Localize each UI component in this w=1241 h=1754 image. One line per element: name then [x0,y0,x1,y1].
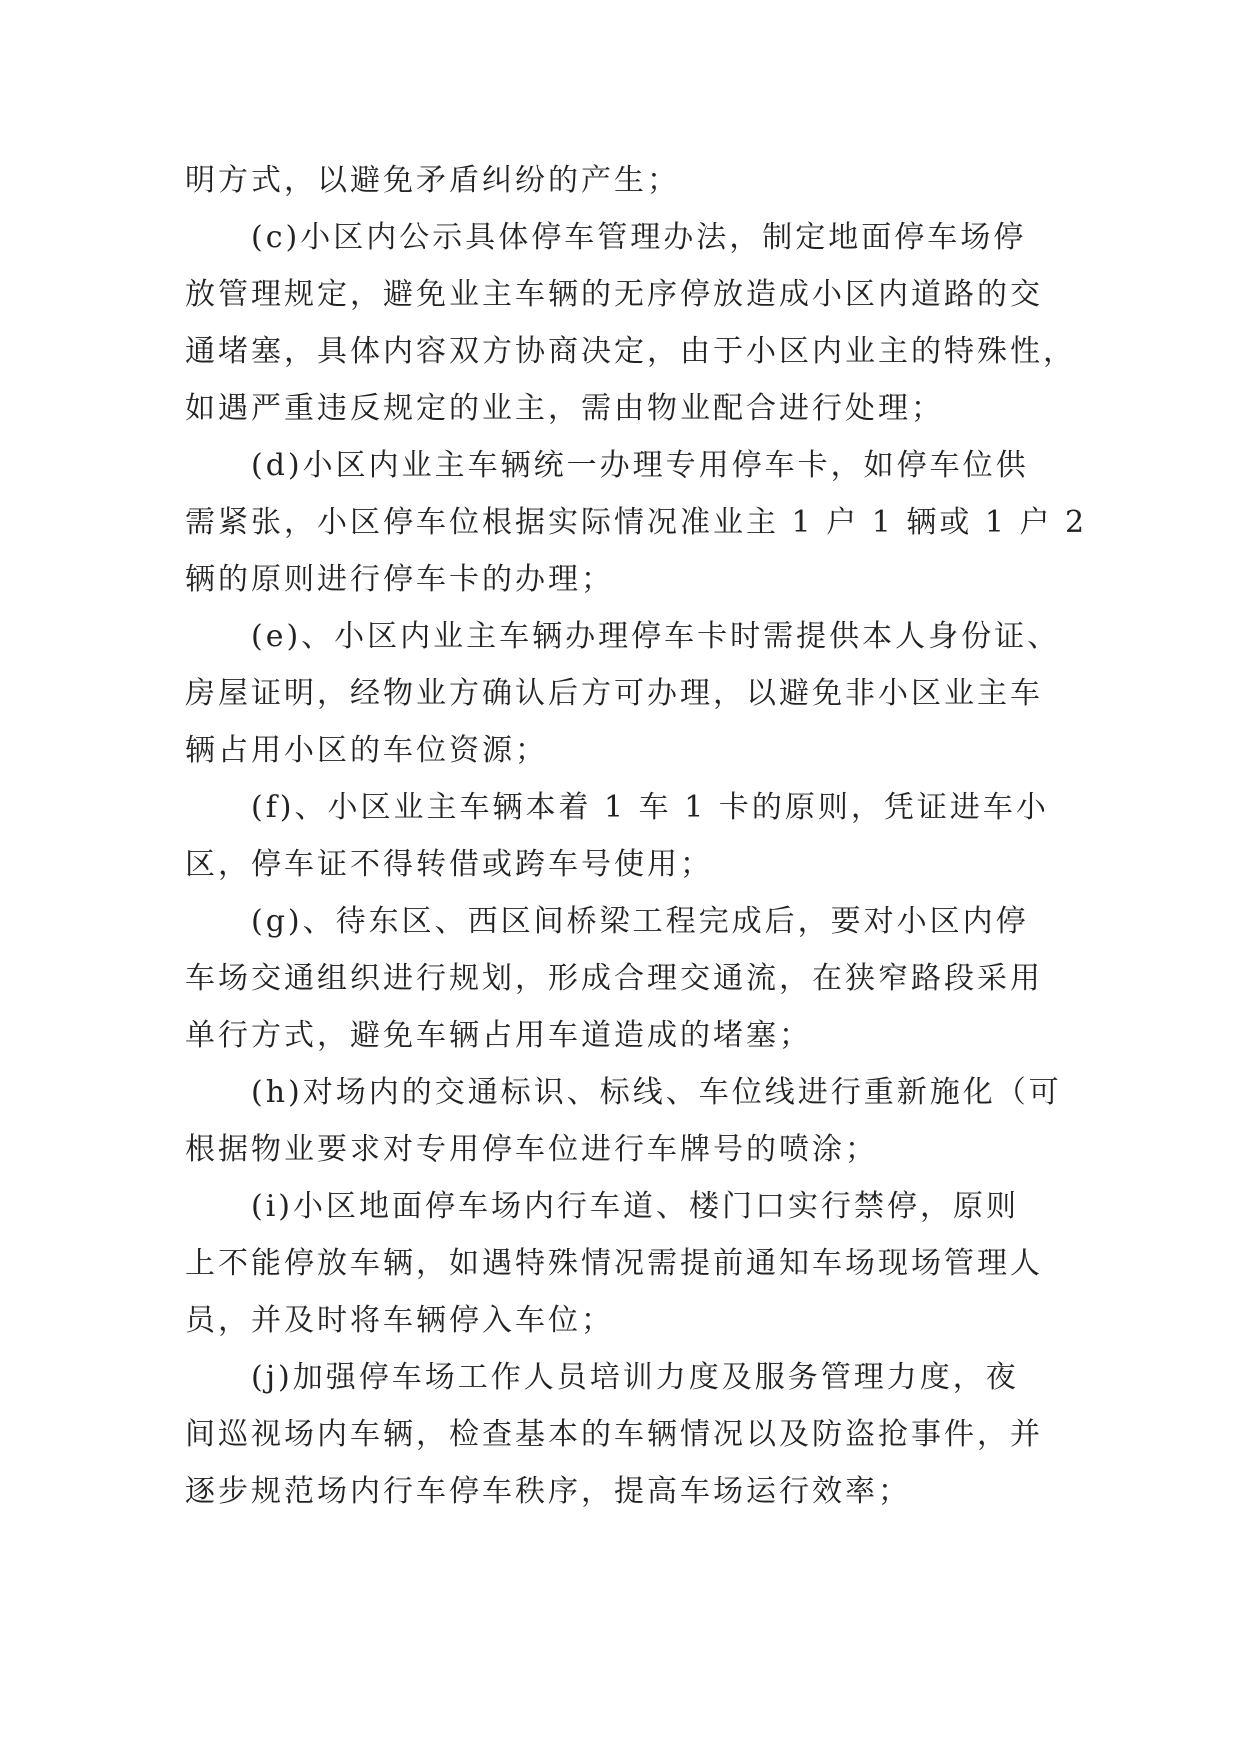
paragraph-line: 需紧张，小区停车位根据实际情况准业主 1 户 1 辆或 1 户 2 [185,505,1088,540]
paragraph-line: 如遇严重违反规定的业主，需由物业配合进行处理； [185,391,944,426]
document-body [185,152,1088,1520]
paragraph-line: 区，停车证不得转借或跨车号使用； [185,847,713,882]
paragraph-line: 逐步规范场内行车停车秩序，提高车场运行效率； [185,1474,911,1509]
paragraph-line: (j)加强停车场工作人员培训力度及服务管理力度，夜 [251,1360,1019,1395]
paragraph-line: 员，并及时将车辆停入车位； [185,1303,614,1338]
paragraph-line: 房屋证明，经物业方确认后方可办理，以避免非小区业主车 [185,676,1043,711]
paragraph-line: 间巡视场内车辆，检查基本的车辆情况以及防盗抢事件，并 [185,1417,1043,1452]
paragraph-line: (d)小区内业主车辆统一办理专用停车卡，如停车位供 [251,448,1029,483]
paragraph-line: (c)小区内公示具体停车管理办法，制定地面停车场停 [251,220,1027,255]
paragraph-line: 通堵塞，具体内容双方协商决定，由于小区内业主的特殊性， [185,334,1076,369]
paragraph-line: 放管理规定，避免业主车辆的无序停放造成小区内道路的交 [185,277,1043,312]
paragraph-line: 单行方式，避免车辆占用车道造成的堵塞； [185,1018,812,1053]
paragraph-line: 辆的原则进行停车卡的办理； [185,562,614,597]
paragraph-line: 车场交通组织进行规划，形成合理交通流，在狭窄路段采用 [185,961,1043,996]
paragraph-line: 辆占用小区的车位资源； [185,733,548,768]
paragraph-line: (h)对场内的交通标识、标线、车位线进行重新施化（可 [251,1075,1062,1110]
paragraph-line: (i)小区地面停车场内行车道、楼门口实行禁停，原则 [251,1189,1020,1224]
paragraph-line: (f)、小区业主车辆本着 1 车 1 卡的原则，凭证进车小 [251,790,1049,825]
paragraph-line: (g)、待东区、西区间桥梁工程完成后，要对小区内停 [251,904,1029,939]
paragraph-line: (e)、小区内业主车辆办理停车卡时需提供本人身份证、 [251,619,1061,654]
paragraph-line: 上不能停放车辆，如遇特殊情况需提前通知车场现场管理人 [185,1246,1043,1281]
paragraph-line: 根据物业要求对专用停车位进行车牌号的喷涂； [185,1132,878,1167]
paragraph-line: 明方式，以避免矛盾纠纷的产生； [185,163,680,198]
